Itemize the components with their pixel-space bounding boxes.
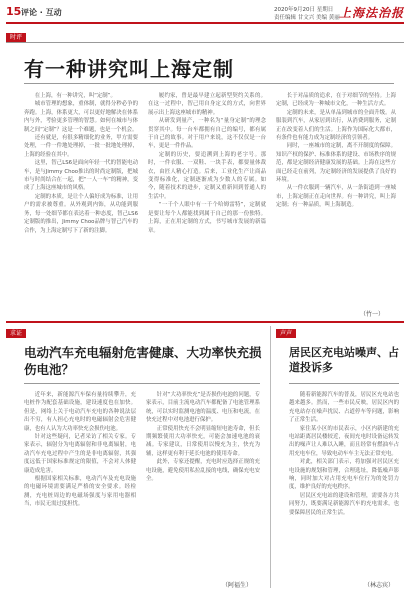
- paragraph: 还有就是，有很多精细化的业务，甲方需要处理，一件一件地处理掉，一批一批地处理掉，上海的经验在其中。: [24, 135, 138, 158]
- paragraph: “一千个人眼中有一千个哈姆雷特”，定制就是要让每个人都能找到属于自己的那一份独特。上海，正在用定制的方式，书写城市发展的新篇章。: [148, 202, 266, 234]
- section-tag-verify: 求证: [6, 329, 26, 338]
- section-tag-commentary: 时评: [6, 33, 26, 42]
- article-column-1: [24, 391, 136, 587]
- article-author: （阿福生）: [222, 582, 253, 589]
- paragraph: 正常使用快充不会明显缩短电池寿命，但长期频繁使用大功率快充，可能会加速电池的衰减。专家建议，日常使用以慢充为主，快充为辅，这样更有利于延长电池的使用寿命。: [146, 425, 260, 457]
- section-tag-voice: 声声: [276, 329, 296, 338]
- article-column-3: [276, 92, 396, 316]
- paragraph: 这里，智己LS6是面向年轻一代的智能电动车，是与Jimmy Choo推出的时尚定制版，把城市与时尚结合在一起，把“一人一车”的精神，变成了上海这座城市的风格。: [24, 160, 138, 192]
- headline-rule: [24, 383, 260, 384]
- paragraph: 家住某小区的市民表示，小区内新建的充电站距离居民楼较近，夜间充电时设备运转发出的噪声让人难以入睡，而且经常有燃油车占用充电车位，导致电动车车主无法正常充电。: [289, 425, 399, 457]
- paragraph: 定制的本质，是让个人偏好成为标准，让用户的需求被尊重。从外观到内饰，从功能到服务，每一处细节都在表达着一种态度，智己LS6定制版的推出，Jimmy Choo品牌与智己汽车的合作，为上海定制写下了新的注脚。: [24, 193, 138, 234]
- paragraph: 居民区充电站的建设和管理，需要各方共同努力，既要满足新能源汽车的充电需求，也要保障居民的正常生活。: [289, 492, 399, 516]
- newspaper-logo: 上海法治报: [338, 6, 404, 20]
- paragraph: 随着新能源汽车的普及，居民区充电站也越来越多。然而，一些市民反映，居民区内的充电站存在噪声扰民、占道停车等问题，影响了正常生活。: [289, 392, 399, 424]
- paragraph: 城市管理的想象，重体制，就得分秒必争的奔跑。上海，体系更大，可以更好地解决在体系内与外，考验更多管理的智慧。如何在城市与体制之间“定制”？这是一个难题，也是一个机会。: [24, 101, 138, 133]
- paragraph: 定制的未来，是从单品到城市的全面升级。从服装到汽车，从家居到出行，从消费到服务，定制正在改变着人们的生活。上海作为国际化大都市，有条件也有能力成为定制经济的引领者。: [276, 109, 396, 142]
- editor-credits: 责任编辑 甘文兴 美编 黄丽: [274, 15, 340, 21]
- masthead-rule: [6, 22, 404, 24]
- headline-rule: [24, 83, 394, 84]
- article-author: （竹一）: [360, 311, 385, 318]
- article-column-2: [146, 391, 260, 579]
- section-name: 评论 · 互动: [21, 8, 62, 17]
- tag-rule: [6, 42, 404, 43]
- paragraph: 在上海，有一种讲究，叫“定制”。: [34, 93, 116, 99]
- headline-rule: [289, 383, 399, 384]
- article-column-2: [148, 92, 266, 316]
- paragraph: 从一件衣服到一辆汽车，从一条街道到一座城市，上海定制正在走向世界。有一种讲究，叫上海定制；有一种品质，叫上海制造。: [276, 185, 396, 209]
- paragraph: 定制的历史，要追溯到上海的老字号。那时，一件衣服、一双鞋、一块手表，都要量体裁衣，由匠人精心打造。后来，工业化生产让商品变得标准化，定制逐渐成为少数人的专属。如今，随着技术的进步，定制又重新回到普通人的生活中。: [148, 151, 266, 200]
- paragraph: 履约家，曾是最早建立起新型契约关系的。在这一过程中，智己用自身定义的方式，向世界展示出上海这座城市的精神。: [148, 93, 266, 116]
- paragraph: 此外，专家还提醒，充电时应选择正规的充电设施，避免使用私拉乱接的电线，确保充电安全。: [146, 459, 260, 483]
- article-headline: 有一种讲究叫上海定制: [24, 57, 234, 81]
- article-author: （林志宾）: [364, 582, 395, 589]
- article-column-right: [289, 391, 399, 579]
- paragraph: 长于对品质的追求，在于对细节的坚持。上海定制，已经成为一种城市文化，一种生活方式。: [276, 93, 396, 108]
- paragraph: 针对“大功率快充”是否损伤电池的问题，专家表示，目前主流电动汽车都配备了电池管理系统，可以实时监测电池的温度、电压和电流，在快充过程中对电池进行保护。: [146, 392, 260, 424]
- article-column-1: [24, 92, 138, 316]
- paragraph: 近年来，新能源汽车保有量持续攀升，充电桩作为配套基础设施，建设速度也在加快。但是，网络上关于电动汽车充电的各种说法层出不穷，有人担心充电时的电磁辐射会危害健康，也有人认为大功率快充会损伤电池。: [24, 392, 136, 432]
- paragraph: 针对这些疑问，记者采访了相关专家。专家表示，辐射分为电离辐射和非电离辐射，电动汽车充电过程中产生的是非电离辐射，其强度远低于国家标准规定的限值，不会对人体健康造成危害。: [24, 434, 136, 474]
- masthead: [6, 4, 404, 22]
- publication-date: 2020年9月20日 星期日: [274, 7, 334, 13]
- paragraph: 从研发到量产，一种名为“量身定制”的理念贯穿其中。每一台车都拥有自己的编号，都有属于自己的故事。对于用户来说，这不仅仅是一台车，更是一件作品。: [148, 118, 266, 150]
- article-headline: 居民区充电站噪声、占道投诉多: [289, 346, 399, 374]
- paragraph: 同时，一座城市的定制，离不开制度的保障。知识产权的保护、标准体系的建设、市场秩序的规范，都是定制经济健康发展的基础。上海在这些方面已经走在前列，为定制经济的发展提供了良好的环境。: [276, 143, 396, 184]
- article-headline: 电动汽车充电辐射危害健康、大功率快充损伤电池？: [24, 345, 262, 377]
- paragraph: 根据国家相关标准，电动汽车及充电设施的电磁环境需要满足严格的安全要求。经检测，充电桩周边的电磁场强度与家用电器相当，市民无需过度担忧。: [24, 476, 136, 508]
- column-separator: [270, 326, 271, 588]
- paragraph: 对此，相关部门表示，将加强对居民区充电设施的规划和管理，合理选址，降低噪声影响，同时加大对占用充电车位行为的处罚力度，维护良好的充电秩序。: [289, 459, 399, 491]
- section-divider: [6, 321, 404, 323]
- page-number: 15: [6, 5, 22, 18]
